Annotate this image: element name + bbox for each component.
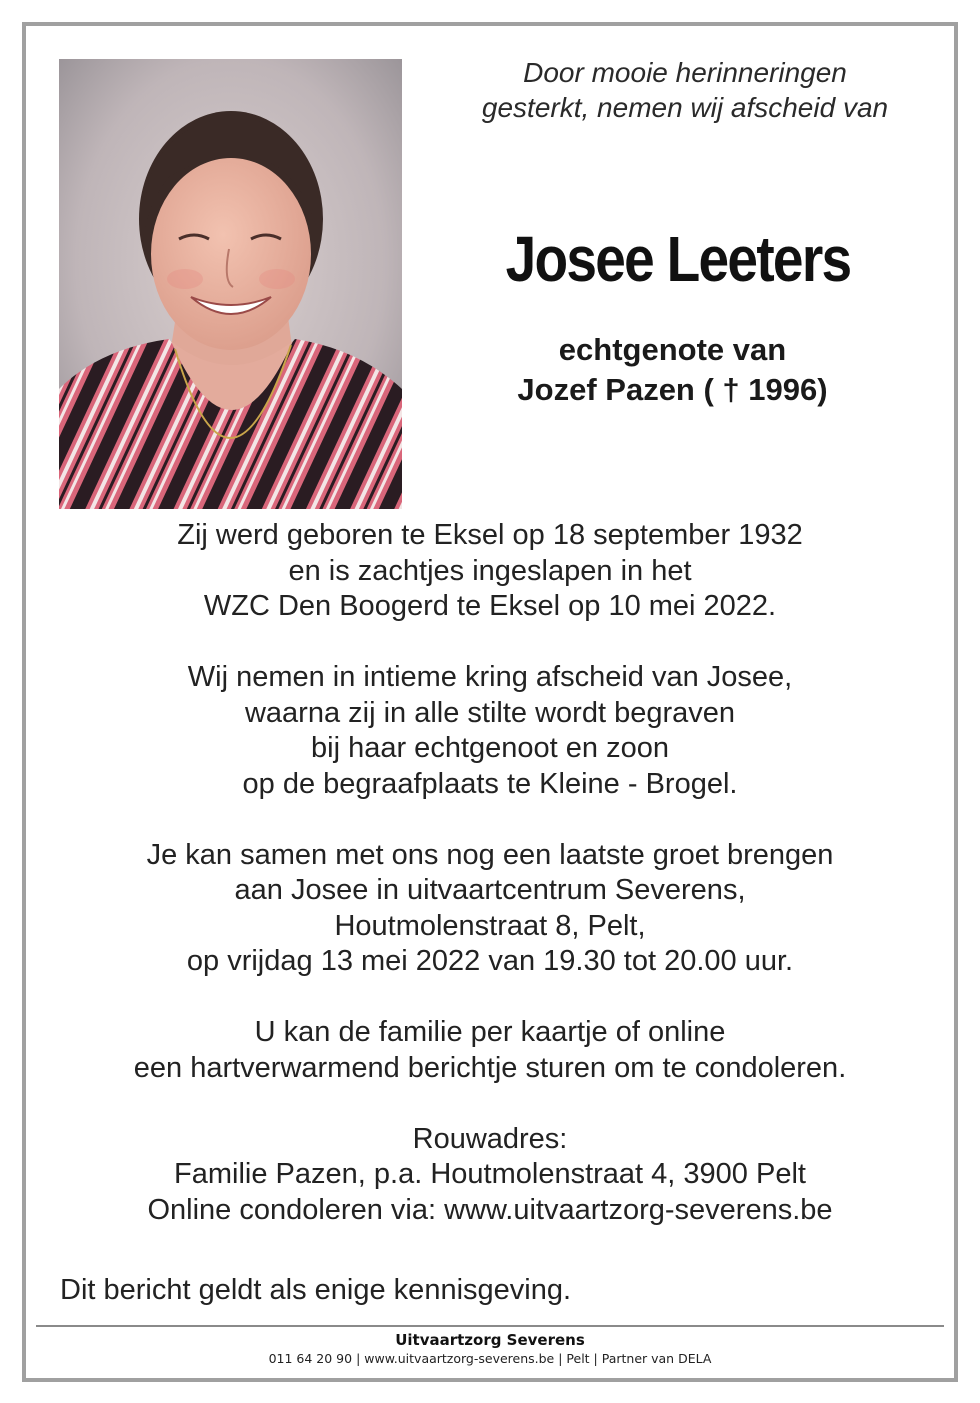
text-line: bij haar echtgenoot en zoon: [311, 732, 669, 764]
portrait-photo: [59, 59, 402, 509]
sole-notice: Dit bericht geldt als enige kennisgeving.: [60, 1274, 572, 1306]
announcement-body: [40, 518, 940, 1264]
intro-line: gesterkt, nemen wij afscheid van: [481, 92, 889, 123]
portrait-illustration: [59, 59, 402, 509]
spouse-name: Jozef Pazen ( † 1996): [517, 372, 828, 407]
funeral-home-name: Uitvaartzorg Severens: [395, 1331, 585, 1349]
address-line: Familie Pazen, p.a. Houtmolenstraat 4, 3900 Pelt: [174, 1158, 806, 1190]
text-line: Je kan samen met ons nog een laatste groet brengen: [146, 838, 834, 871]
text-line: U kan de familie per kaartje of online: [254, 1016, 726, 1048]
address-heading: Rouwadres:: [412, 1122, 568, 1155]
text-line: Zij werd geboren te Eksel op 18 september 1932: [177, 519, 803, 551]
text-line: op vrijdag 13 mei 2022 van 19.30 tot 20.00 uur.: [186, 945, 794, 977]
text-line: een hartverwarmend berichtje sturen om te condoleren.: [133, 1051, 847, 1084]
deceased-name: Josee Leeters: [505, 223, 851, 295]
text-line: aan Josee in uitvaartcentrum Severens,: [234, 874, 746, 906]
footer-divider: [36, 1325, 944, 1327]
text-line: WZC Den Boogerd te Eksel op 10 mei 2022.: [203, 590, 777, 622]
intro-text: [420, 55, 950, 125]
spouse-relation: echtgenote van: [558, 332, 787, 367]
text-line: waarna zij in alle stilte wordt begraven: [244, 696, 736, 729]
burial-paragraph: [40, 660, 940, 802]
address-paragraph: [40, 1122, 940, 1229]
spouse-info: [420, 330, 925, 410]
text-line: Houtmolenstraat 8, Pelt,: [334, 909, 646, 942]
funeral-home-contact: 011 64 20 90 | www.uitvaartzorg-severens.be | Pelt | Partner van DELA: [268, 1351, 712, 1366]
visitation-paragraph: [40, 838, 940, 980]
text-line: Wij nemen in intieme kring afscheid van Josee,: [187, 661, 793, 693]
condolence-paragraph: [40, 1015, 940, 1086]
text-line: en is zachtjes ingeslapen in het: [288, 554, 692, 587]
birth-paragraph: [40, 518, 940, 625]
intro-line: Door mooie herinneringen: [523, 57, 847, 88]
text-line: op de begraafplaats te Kleine - Brogel.: [242, 767, 738, 800]
footer: [36, 1330, 944, 1368]
online-condolence-line: Online condoleren via: www.uitvaartzorg-severens.be: [147, 1193, 833, 1226]
